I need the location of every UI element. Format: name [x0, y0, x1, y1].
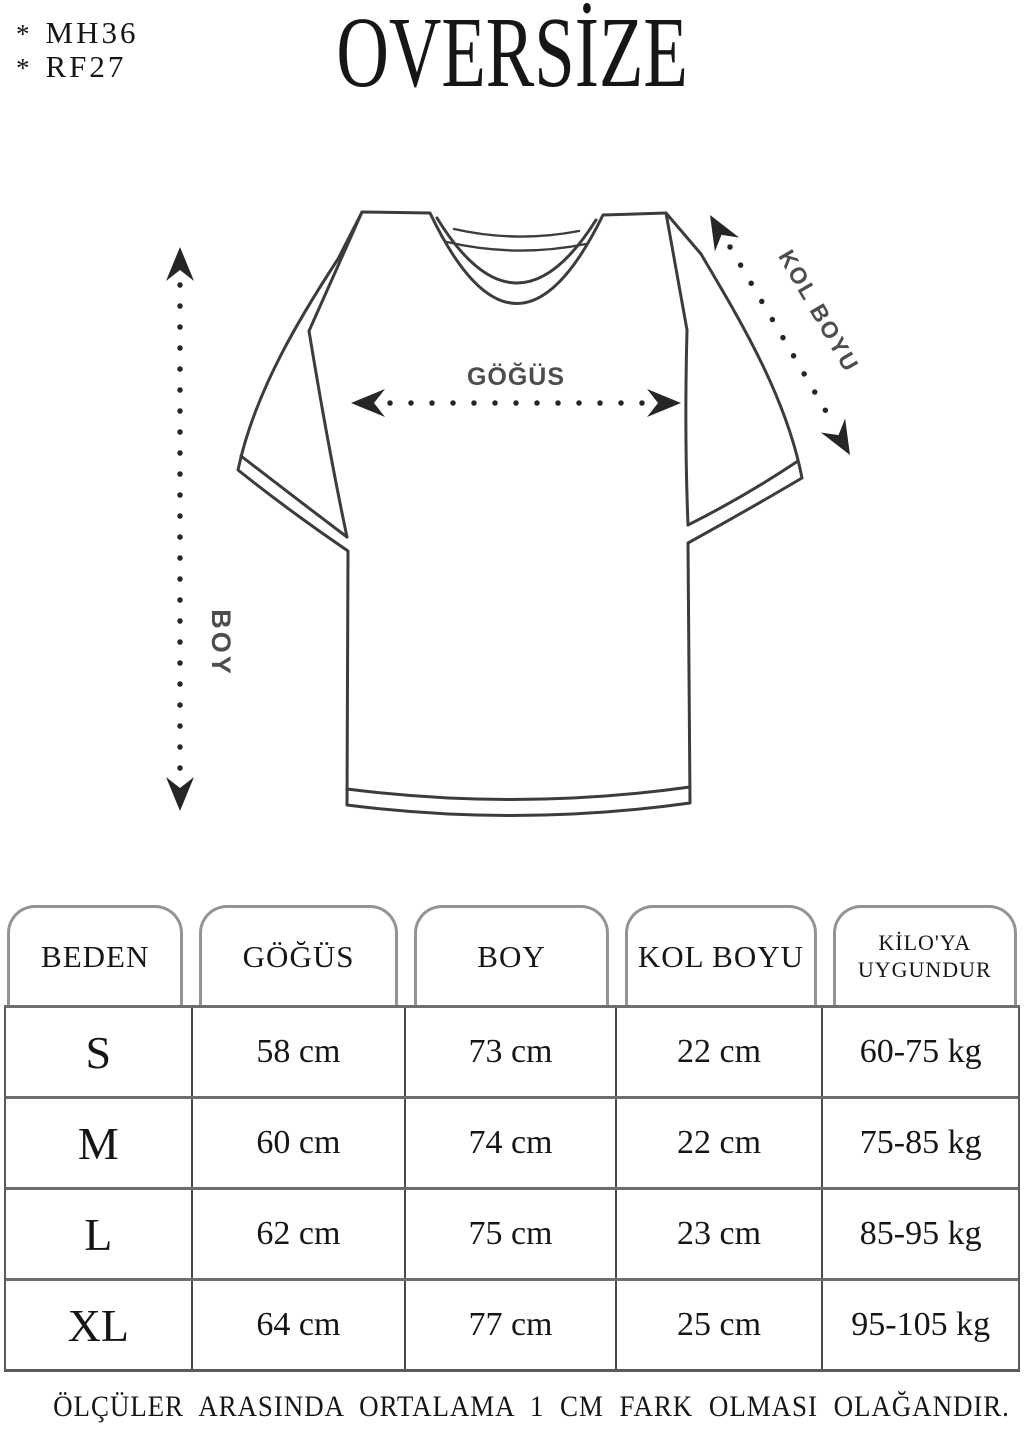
measurement-disclaimer: ÖLÇÜLER ARASINDA ORTALAMA 1 CM FARK OLMASI OLAĞANDIR.: [53, 1390, 1010, 1423]
cell-boy: 74 cm: [406, 1099, 617, 1187]
cell-beden: L: [6, 1190, 193, 1278]
cell-gogus: 62 cm: [193, 1190, 407, 1278]
col-header-kiloya-uygundur: [833, 905, 1017, 1005]
cell-beden: M: [6, 1099, 193, 1187]
footer: [0, 1390, 1024, 1424]
cell-boy: 77 cm: [406, 1281, 617, 1369]
tshirt-diagram-svg: [150, 185, 874, 857]
size-table-header: [4, 905, 1020, 1005]
asterisk-bullet: *: [16, 19, 30, 49]
length-label: BOY: [206, 609, 236, 677]
cell-kilo: 75-85 kg: [859, 1124, 982, 1161]
table-row-l: [6, 1190, 1018, 1281]
table-row-xl: [6, 1281, 1018, 1369]
tshirt-measurement-diagram: [150, 185, 874, 857]
col-header-label: BOY: [477, 938, 546, 974]
page-title-wrap: [0, 0, 1024, 108]
cell-kilo: 95-105 kg: [851, 1306, 991, 1343]
col-header-label: GÖĞÜS: [242, 938, 355, 974]
table-row-s: [6, 1008, 1018, 1099]
size-table-body: [4, 1005, 1020, 1372]
collar-stripe: [447, 242, 586, 251]
tshirt-outline: [238, 212, 802, 816]
cell-kilo: 85-95 kg: [859, 1215, 982, 1252]
cell-beden: XL: [6, 1281, 193, 1369]
cell-kol-boyu: 23 cm: [617, 1190, 824, 1278]
asterisk-bullet: *: [16, 53, 30, 83]
col-header-beden: [7, 905, 183, 1005]
cell-kol-boyu: 25 cm: [617, 1281, 824, 1369]
arrowhead-down: [166, 777, 194, 811]
arrowhead-up: [698, 208, 739, 251]
cell-gogus: 60 cm: [193, 1099, 407, 1187]
cell-beden: S: [6, 1008, 193, 1096]
cell-boy: 75 cm: [406, 1190, 617, 1278]
col-header-label: KOL BOYU: [637, 938, 804, 974]
col-header-kol-boyu: [625, 905, 816, 1005]
arrowhead-up: [166, 247, 194, 281]
page-title: OVERSİZE: [336, 0, 688, 108]
cell-boy: 73 cm: [406, 1008, 617, 1096]
cell-kol-boyu: 22 cm: [617, 1099, 824, 1187]
chest-label: GÖĞÜS: [466, 363, 566, 391]
table-row-m: [6, 1099, 1018, 1190]
size-table: [4, 905, 1020, 1372]
collar-stripe: [454, 229, 579, 237]
arrowhead-down: [821, 419, 862, 462]
col-header-gogus: [199, 905, 397, 1005]
cell-gogus: 64 cm: [193, 1281, 407, 1369]
product-code: MH36: [45, 15, 139, 50]
cell-kol-boyu: 22 cm: [617, 1008, 824, 1096]
col-header-label: BEDEN: [41, 938, 150, 974]
col-header-boy: [414, 905, 609, 1005]
length-arrow: [166, 247, 236, 811]
sleeve-label: KOL BOYU: [773, 245, 865, 377]
col-header-label: KİLO'YA UYGUNDUR: [857, 930, 992, 982]
cell-gogus: 58 cm: [193, 1008, 407, 1096]
product-code: RF27: [45, 49, 127, 84]
cell-kilo: 60-75 kg: [859, 1033, 982, 1070]
